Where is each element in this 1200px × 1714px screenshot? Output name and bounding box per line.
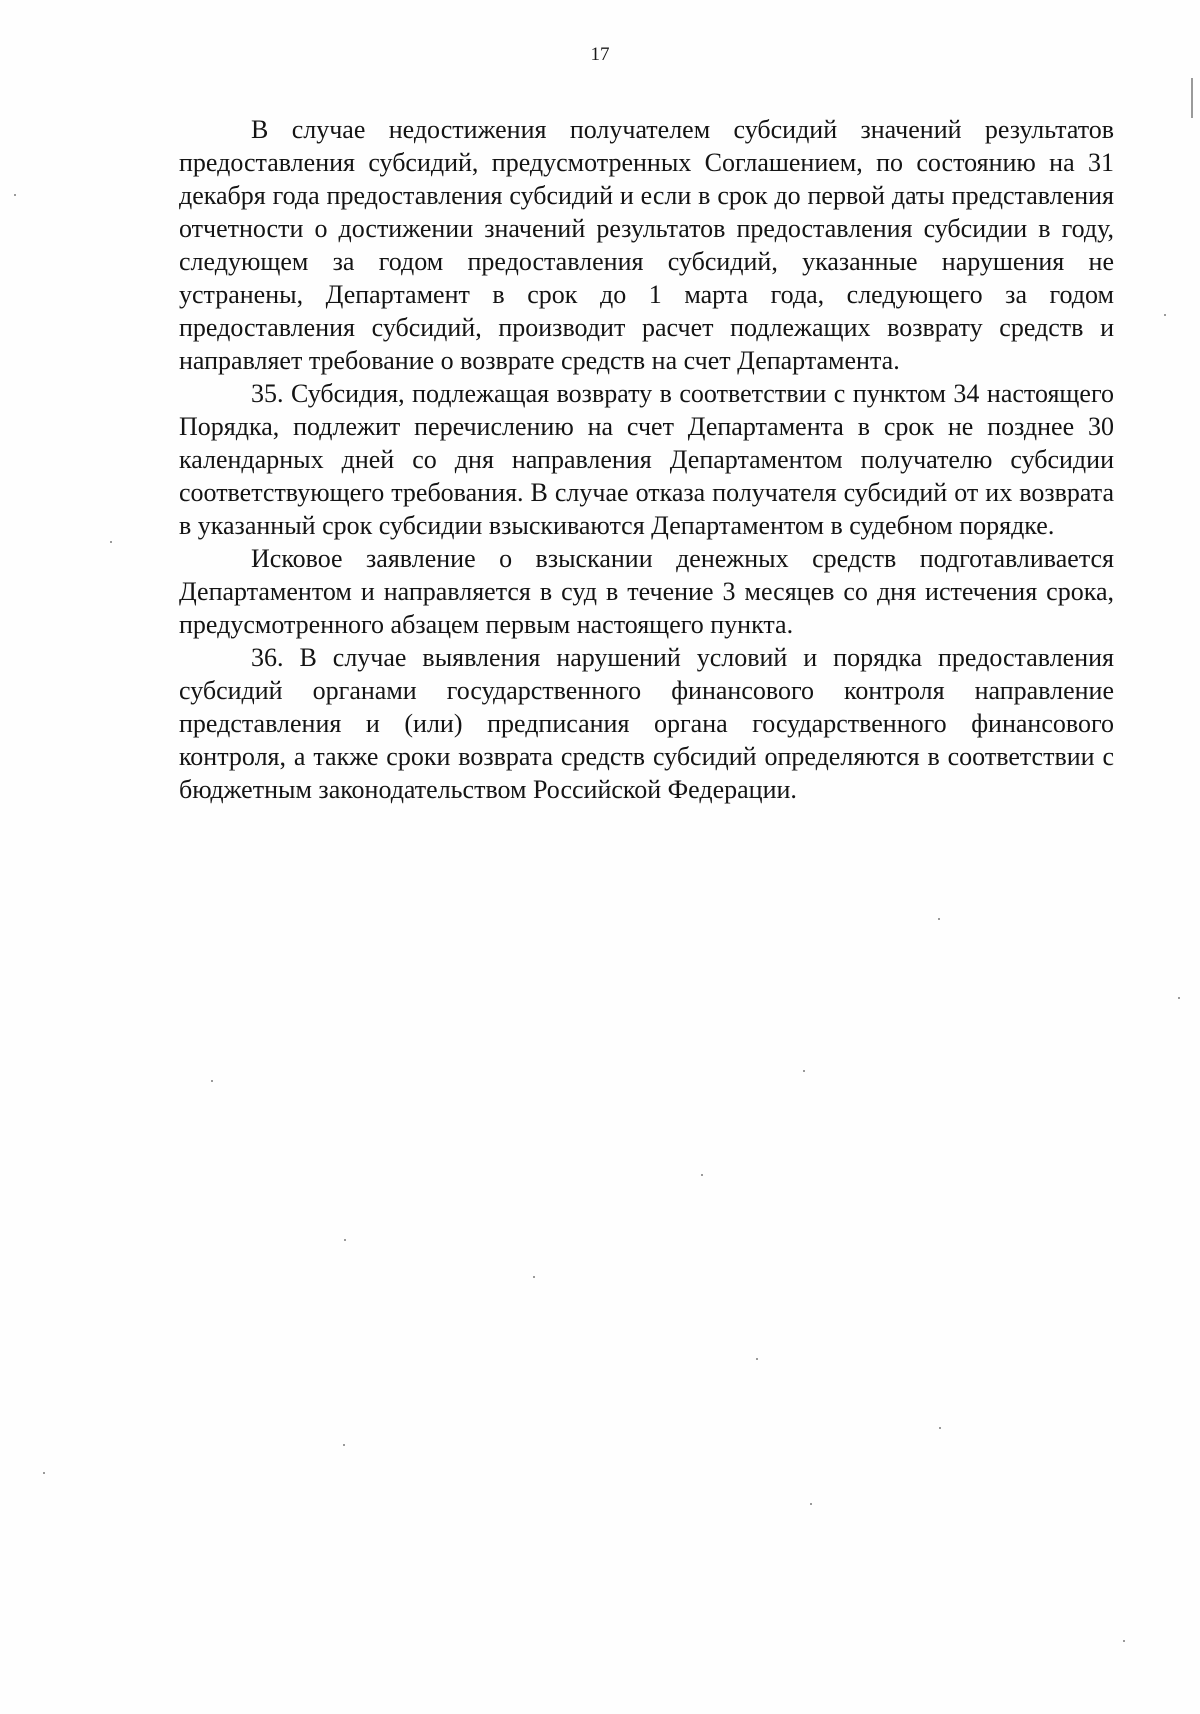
scan-speck bbox=[756, 1358, 758, 1360]
document-body bbox=[179, 113, 1114, 806]
paragraph-return-unachieved-results: В случае недостижения получателем субсидий значений результатов предоставления субсидий, предусмотренных Соглашением, по состоянию на 31 декабря года предоставления субсидий и если в срок до первой даты представления отчетности о достижении значений результатов предоставления субсидии в году, следующем за годом предоставления субсидий, указанные нарушения не устранены, Департамент в срок до 1 марта года, следующего за годом предоставления субсидий, производит расчет подлежащих возврату средств и направляет требование о возврате средств на счет Департамента. bbox=[179, 115, 1114, 375]
paragraph-35-subsidy-return: 35. Субсидия, подлежащая возврату в соответствии с пунктом 34 настоящего Порядка, подлежит перечислению на счет Департамента в срок не позднее 30 календарных дней со дня направления Департаментом получателю субсидии соответствующего требования. В случае отказа получателя субсидий от их возврата в указанный срок субсидии взыскиваются Департаментом в судебном порядке. bbox=[179, 379, 1114, 540]
scan-speck bbox=[211, 1080, 213, 1082]
scan-speck bbox=[344, 1239, 346, 1241]
paragraph-36-financial-control: 36. В случае выявления нарушений условий и порядка предоставления субсидий органами государственного финансового контроля направление представления и (или) предписания органа государственного финансового контроля, а также сроки возврата средств субсидий определяются в соответствии с бюджетным законодательством Российской Федерации. bbox=[179, 643, 1114, 804]
paragraph-claim-statement: Исковое заявление о взыскании денежных средств подготавливается Департаментом и направляется в суд в течение 3 месяцев со дня истечения срока, предусмотренного абзацем первым настоящего пункта. bbox=[179, 544, 1114, 639]
scan-speck bbox=[533, 1276, 535, 1278]
scan-speck bbox=[43, 1472, 45, 1474]
scan-speck bbox=[939, 1427, 941, 1429]
scan-speck bbox=[803, 1070, 805, 1072]
scan-speck bbox=[701, 1174, 703, 1176]
scan-edge-mark bbox=[1191, 78, 1193, 118]
scan-speck bbox=[1164, 314, 1166, 316]
scan-speck bbox=[1178, 997, 1180, 999]
scan-speck bbox=[938, 918, 940, 920]
page-number: 17 bbox=[590, 44, 610, 65]
scan-speck bbox=[1123, 1640, 1125, 1642]
scan-speck bbox=[343, 1444, 345, 1446]
scan-speck bbox=[110, 541, 112, 543]
scan-speck bbox=[810, 1503, 812, 1505]
scan-speck bbox=[14, 194, 16, 196]
